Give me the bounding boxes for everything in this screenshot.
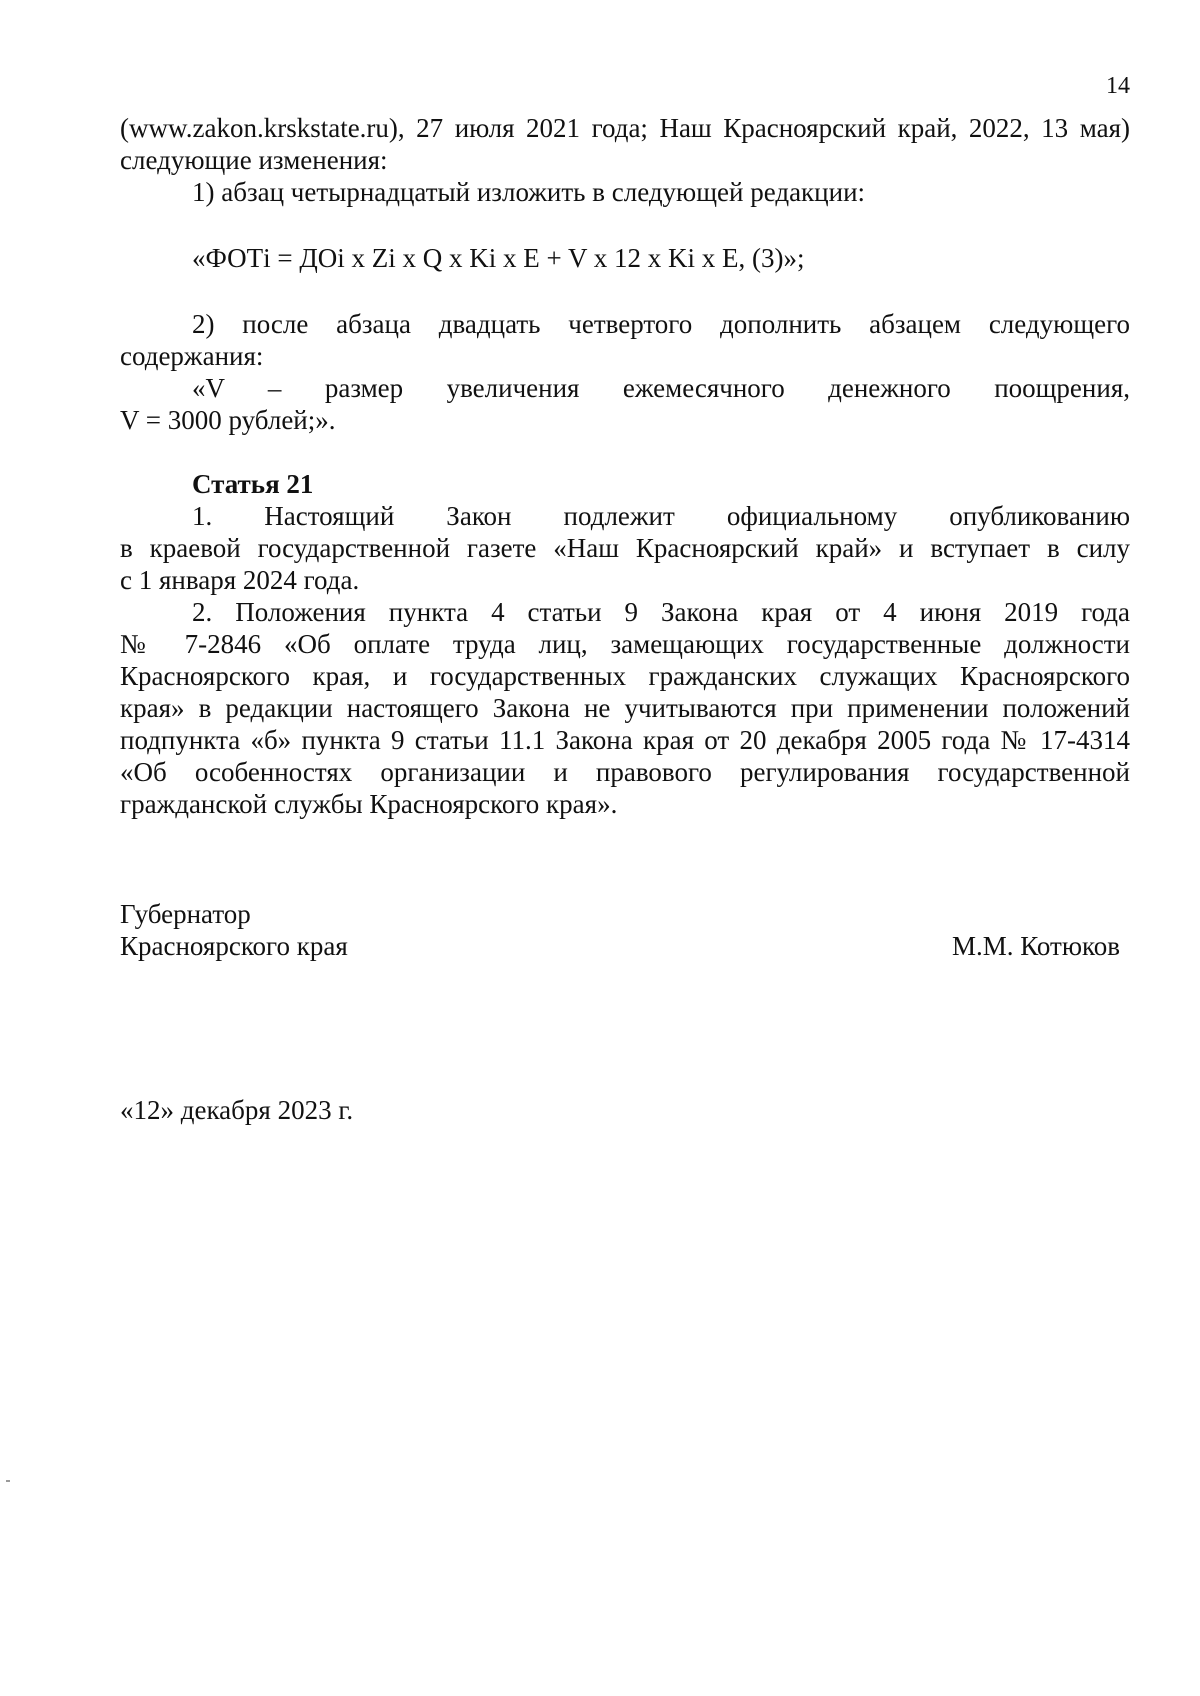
- article-clause-2: 2. Положения пункта 4 статьи 9 Закона края от 4 июня 2019 года: [192, 597, 1130, 627]
- paragraph-line: (www.zakon.krskstate.ru), 27 июля 2021 года; Наш Красноярский край, 2022, 13 мая): [120, 113, 1130, 143]
- paragraph-line: Красноярского края, и государственных гражданских служащих Красноярского: [120, 661, 1130, 691]
- formula: «ФОТi = ДОi x Zi x Q x Ki x E + V x 12 x Ki x E, (3)»;: [192, 243, 805, 273]
- paragraph-line: V = 3000 рублей;».: [120, 405, 336, 435]
- article-title: Статья 21: [192, 469, 314, 499]
- variable-definition: «V – размер увеличения ежемесячного денежного поощрения,: [192, 373, 1130, 403]
- signature-block: [120, 898, 1120, 962]
- scan-artifact: [6, 1480, 10, 1482]
- paragraph-line: с 1 января 2024 года.: [120, 565, 360, 595]
- signing-date: «12» декабря 2023 г.: [120, 1095, 354, 1125]
- list-item-2: 2) после абзаца двадцать четвертого дополнить абзацем следующего: [192, 309, 1130, 339]
- signatory-name: М.М. Котюков: [951, 931, 1120, 961]
- paragraph-line: № 7-2846 «Об оплате труда лиц, замещающих государственные должности: [120, 629, 1130, 659]
- page-number: 14: [1106, 73, 1130, 99]
- paragraph-line: содержания:: [120, 341, 264, 371]
- paragraph-line: следующие изменения:: [120, 145, 388, 175]
- signatory-title-region: Красноярского края: [120, 931, 348, 961]
- paragraph-line: «Об особенностях организации и правового регулирования государственной: [120, 757, 1130, 787]
- paragraph-line: гражданской службы Красноярского края».: [120, 789, 618, 819]
- paragraph-line: края» в редакции настоящего Закона не учитываются при применении положений: [120, 693, 1130, 723]
- paragraph-line: в краевой государственной газете «Наш Красноярский край» и вступает в силу: [120, 533, 1130, 563]
- signatory-title: Губернатор: [120, 899, 251, 929]
- document-body: [120, 112, 1130, 820]
- article-clause-1: 1. Настоящий Закон подлежит официальному опубликованию: [192, 501, 1130, 531]
- list-item-1: 1) абзац четырнадцатый изложить в следующей редакции:: [192, 177, 866, 207]
- paragraph-line: подпункта «б» пункта 9 статьи 11.1 Закона края от 20 декабря 2005 года № 17-4314: [120, 725, 1130, 755]
